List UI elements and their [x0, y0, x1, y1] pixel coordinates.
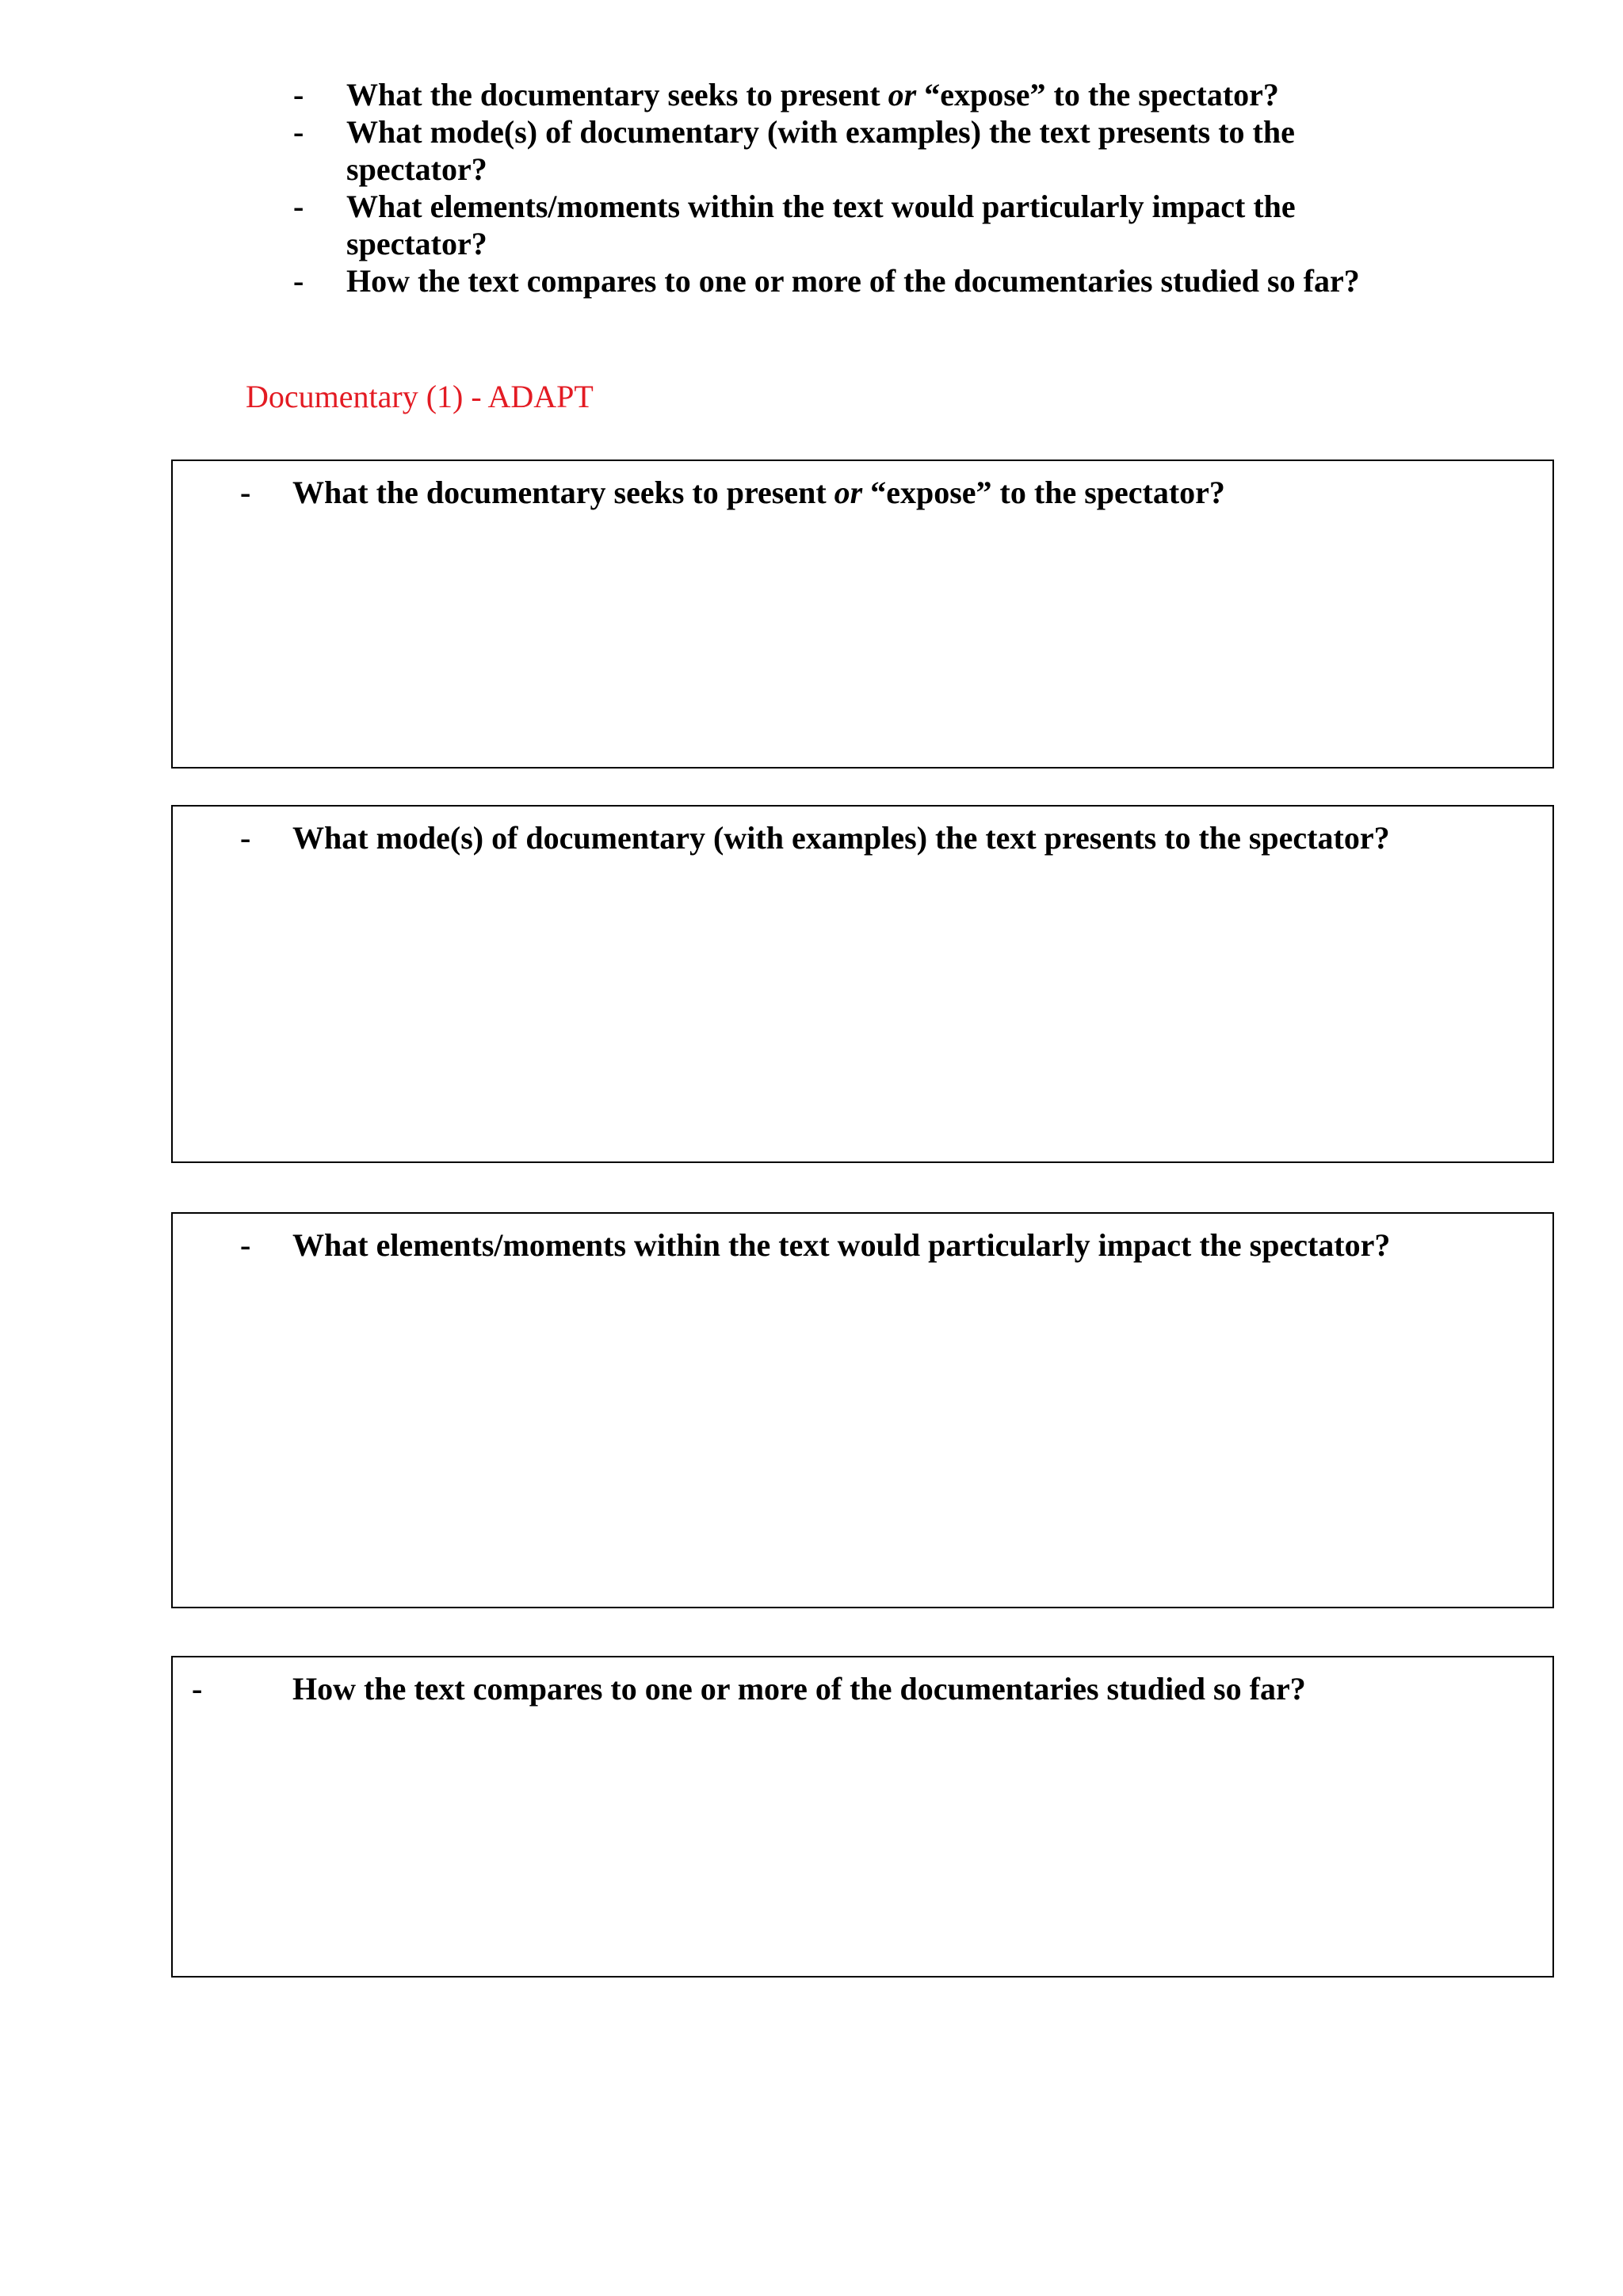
intro-question-text: What elements/moments within the text would particularly impact the spectator? — [346, 189, 1296, 261]
list-dash: - — [192, 1671, 203, 1707]
answer-area[interactable] — [173, 862, 1552, 1161]
answer-box-impact — [171, 1212, 1554, 1608]
answer-box-present — [171, 460, 1554, 769]
section-heading: Documentary (1) - ADAPT — [246, 379, 594, 414]
box-question-part: What the documentary seeks to present — [292, 475, 834, 510]
box-question-text: What elements/moments within the text would particularly impact the spectator? — [292, 1227, 1391, 1263]
intro-question-modes — [293, 113, 1371, 188]
intro-question-text: “expose” to the spectator? — [916, 77, 1279, 113]
answer-area[interactable] — [173, 1269, 1552, 1607]
answer-box-compare — [171, 1656, 1554, 1978]
list-dash: - — [293, 263, 304, 299]
intro-question-text: What the documentary seeks to present — [346, 77, 888, 113]
intro-question-list — [293, 76, 1371, 299]
intro-question-text: What mode(s) of documentary (with examples) the text presents to the spectator? — [346, 114, 1295, 187]
intro-question-text: How the text compares to one or more of the documentaries studied so far? — [346, 263, 1360, 299]
box-question-text — [292, 474, 1225, 512]
intro-question-compare — [293, 262, 1371, 299]
intro-question-present — [293, 76, 1371, 113]
list-dash: - — [293, 77, 304, 113]
list-dash: - — [240, 820, 251, 856]
box-question-text: What mode(s) of documentary (with examples) the text presents to the spectator? — [292, 820, 1390, 856]
box-question-emphasis: or — [834, 475, 863, 510]
list-dash: - — [293, 189, 304, 224]
intro-question-impact — [293, 188, 1371, 262]
intro-question-emphasis: or — [888, 77, 917, 113]
answer-area[interactable] — [173, 517, 1552, 767]
answer-box-modes — [171, 805, 1554, 1163]
list-dash: - — [293, 114, 304, 150]
list-dash: - — [240, 1227, 251, 1263]
list-dash: - — [240, 475, 251, 510]
box-question-part: “expose” to the spectator? — [862, 475, 1225, 510]
box-question-text: How the text compares to one or more of the documentaries studied so far? — [292, 1671, 1306, 1707]
answer-area[interactable] — [173, 1713, 1552, 1976]
